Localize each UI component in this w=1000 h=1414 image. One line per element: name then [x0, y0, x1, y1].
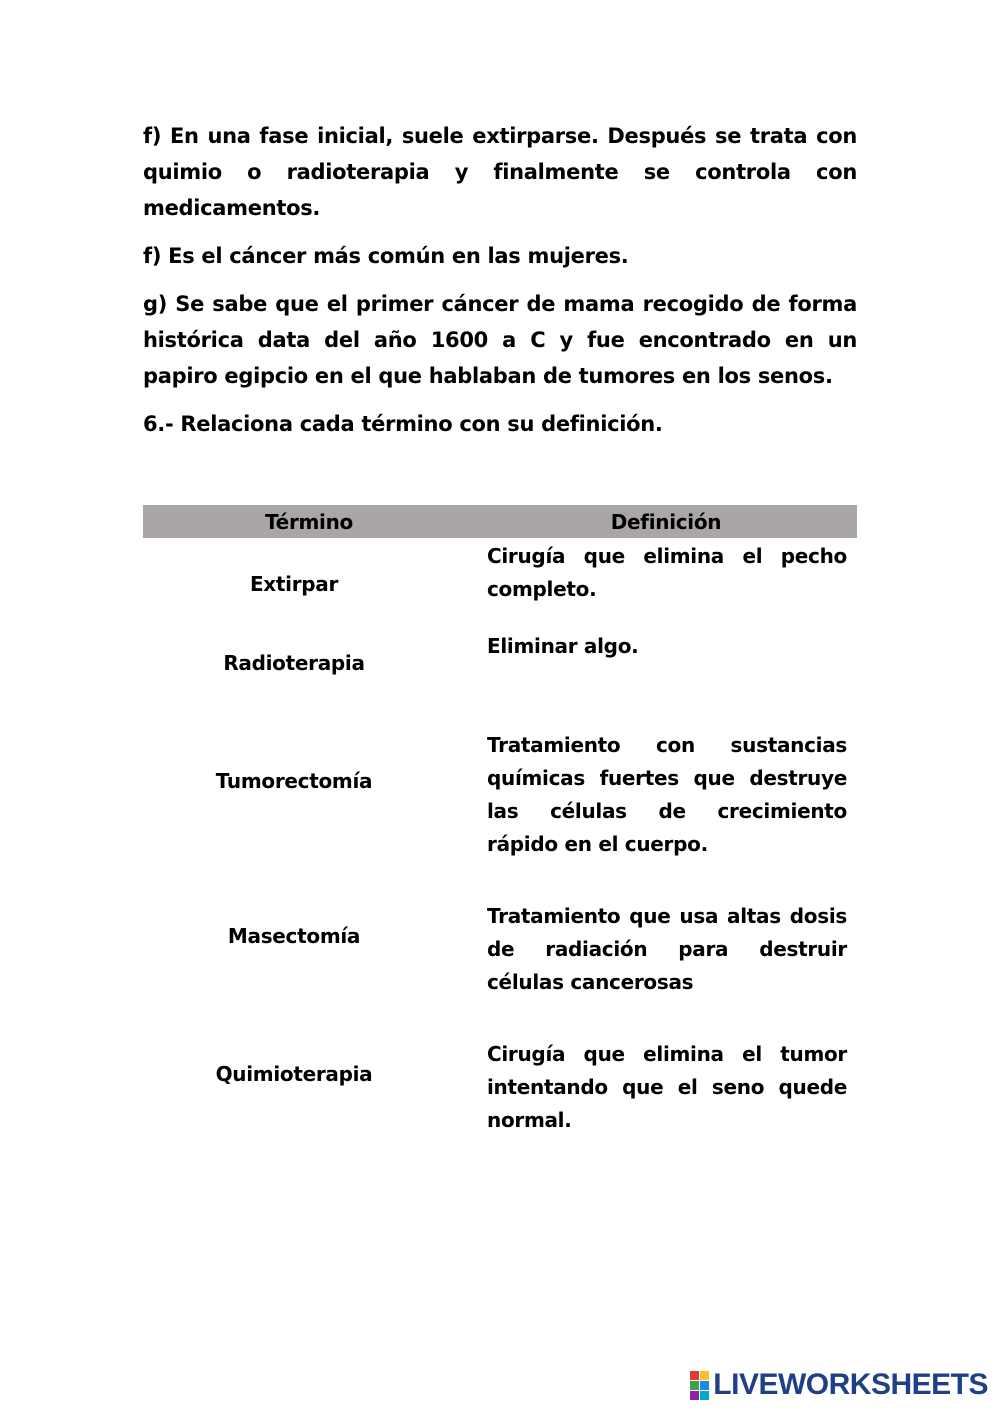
- definition-cell: Tratamiento que usa altas dosis de radiación para destruir células cancerosas: [487, 904, 847, 994]
- table-row: [143, 696, 857, 867]
- header-term: Término: [143, 505, 475, 538]
- term-cell: Extirpar: [249, 571, 339, 596]
- term-cell: Masectomía: [227, 923, 361, 948]
- matching-table: [143, 505, 857, 1143]
- paragraph-common-cancer: f) Es el cáncer más común en las mujeres.: [143, 244, 629, 268]
- logo-square: [700, 1381, 709, 1390]
- document-body: [143, 118, 857, 454]
- table-row: [143, 867, 857, 1005]
- logo-square: [690, 1381, 699, 1390]
- brand-name: LIVEWORKSHEETS: [713, 1368, 988, 1401]
- definition-cell: Cirugía que elimina el tumor intentando que el seno quede normal.: [487, 1042, 847, 1132]
- liveworksheets-brand: [690, 1368, 988, 1402]
- table-row: [143, 538, 857, 630]
- table-row: [143, 1005, 857, 1143]
- definition-cell: Tratamiento con sustancias químicas fuertes que destruye las células de crecimiento rápido en el cuerpo.: [487, 733, 847, 856]
- definition-cell: Eliminar algo.: [487, 634, 639, 658]
- matching-table-container: [143, 505, 857, 1143]
- logo-square: [700, 1371, 709, 1380]
- logo-square: [690, 1391, 699, 1400]
- logo-square: [700, 1391, 709, 1400]
- term-cell: Tumorectomía: [215, 769, 373, 793]
- liveworksheets-logo-icon: [690, 1371, 709, 1400]
- term-cell: Radioterapia: [223, 650, 365, 675]
- table-header-row: [143, 505, 857, 538]
- table-row: [143, 630, 857, 696]
- logo-square: [690, 1371, 699, 1380]
- definition-cell: Cirugía que elimina el pecho completo.: [487, 544, 847, 601]
- paragraph-treatment: f) En una fase inicial, suele extirparse. Después se trata con quimio o radioterapia y finalmente se controla con medicamentos.: [143, 124, 857, 220]
- header-definition: Definición: [475, 505, 857, 538]
- term-cell: Quimioterapia: [215, 1061, 373, 1086]
- paragraph-history: g) Se sabe que el primer cáncer de mama recogido de forma histórica data del año 1600 a C y fue encontrado en un papiro egipcio en el que hablaban de tumores en los senos.: [143, 292, 857, 388]
- exercise-instruction: 6.- Relaciona cada término con su definición.: [143, 412, 663, 436]
